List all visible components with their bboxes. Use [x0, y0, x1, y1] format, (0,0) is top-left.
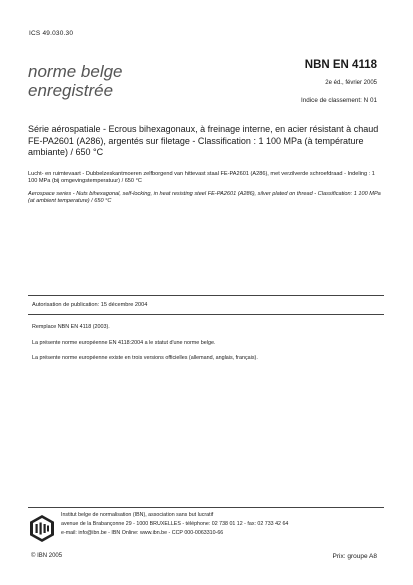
title-dutch: Lucht- en ruimtevaart - Dubbelzeskantmoeren zelfborgend van hittevast staal FE-PA2601 (A286), met verzilverde schroefdraad - Indeling : 1 100 MPa (bij omgevingstemperatuur) / 650 °C — [28, 171, 375, 185]
status-note: La présente norme européenne EN 4118:2004 a le statut d'une norme belge. — [32, 340, 216, 346]
divider-top — [28, 295, 384, 296]
brand-line-1: norme belge — [28, 62, 123, 81]
footer-info — [61, 511, 288, 538]
ibn-logo-icon — [30, 515, 54, 542]
title-english: Aerospace series - Nuts bihexagonal, self-locking, in heat resisting steel FE-PA2601 (A286), silver plated on thread - Classification: 1 100 MPa (at ambient temperature) / 650 °C — [28, 191, 381, 205]
title-french: Série aérospatiale - Ecrous bihexagonaux, à freinage interne, en acier résistant à chaud FE-PA2601 (A286), argentés sur filetage - Classification : 1 100 MPa (à température ambiante) / 650 °C — [28, 124, 379, 157]
price-group: Prix: groupe A8 — [332, 553, 377, 560]
footer-contact: e-mail: info@ibn.be - IBN Online: www.ibn.be - CCP 000-0063310-66 — [61, 530, 224, 536]
brand-line-2: enregistrée — [28, 81, 114, 100]
brand-title — [28, 62, 123, 100]
footer-address: avenue de la Brabançonne 29 - 1000 BRUXELLES - téléphone: 02 738 01 12 - fax: 02 733 42 64 — [61, 521, 289, 527]
publication-authorization: Autorisation de publication: 15 décembre 2004 — [32, 302, 148, 308]
footer-institute: Institut belge de normalisation (IBN), association sans but lucratif — [61, 512, 214, 518]
divider-footer — [28, 507, 384, 508]
ics-code: ICS 49.030.30 — [29, 30, 74, 37]
copyright: © IBN 2005 — [31, 553, 63, 559]
versions-note: La présente norme européenne existe en trois versions officielles (allemand, anglais, français). — [32, 355, 258, 361]
divider-middle — [28, 314, 384, 315]
replaces-note: Remplace NBN EN 4118 (2003). — [32, 324, 110, 330]
edition-date: 2e éd., février 2005 — [325, 80, 377, 86]
standard-number: NBN EN 4118 — [304, 59, 377, 71]
classification-index: Indice de classement: N 01 — [301, 97, 377, 104]
